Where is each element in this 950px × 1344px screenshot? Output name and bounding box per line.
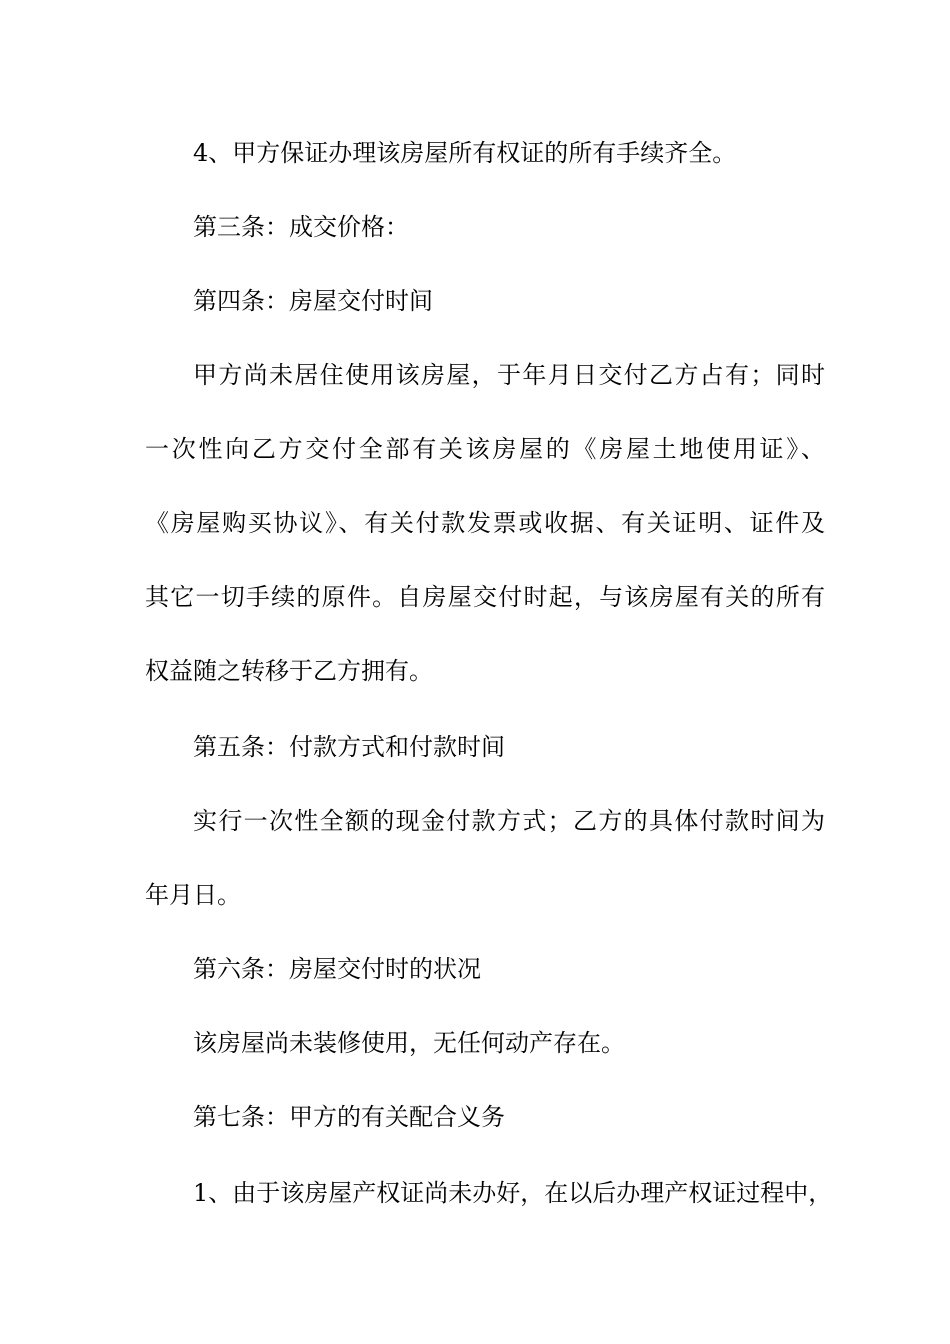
article-4-paragraph-line-3: 《房屋购买协议》、有关付款发票或收据、有关证明、证件及	[145, 509, 825, 537]
article-5-heading: 第五条：付款方式和付款时间	[193, 733, 505, 761]
article-7-item-1-line-1: 1、由于该房屋产权证尚未办好，在以后办理产权证过程中，	[193, 1179, 833, 1207]
article-3-heading: 第三条：成交价格：	[193, 213, 409, 241]
article-7-heading: 第七条：甲方的有关配合义务	[193, 1103, 505, 1131]
article-4-paragraph-line-1: 甲方尚未居住使用该房屋，于年月日交付乙方占有；同时	[193, 361, 825, 389]
clause-3-item-4: 4、甲方保证办理该房屋所有权证的所有手续齐全。	[193, 139, 737, 167]
article-6-paragraph: 该房屋尚未装修使用，无任何动产存在。	[193, 1029, 625, 1057]
article-4-paragraph-line-2: 一次性向乙方交付全部有关该房屋的《房屋土地使用证》、	[145, 435, 825, 463]
article-6-heading: 第六条：房屋交付时的状况	[193, 955, 481, 983]
article-4-paragraph-line-5: 权益随之转移于乙方拥有。	[145, 657, 433, 685]
article-5-paragraph-line-2: 年月日。	[145, 881, 241, 909]
article-4-heading: 第四条：房屋交付时间	[193, 287, 433, 315]
article-5-paragraph-line-1: 实行一次性全额的现金付款方式；乙方的具体付款时间为	[193, 807, 825, 835]
article-4-paragraph-line-4: 其它一切手续的原件。自房屋交付时起，与该房屋有关的所有	[145, 583, 825, 611]
